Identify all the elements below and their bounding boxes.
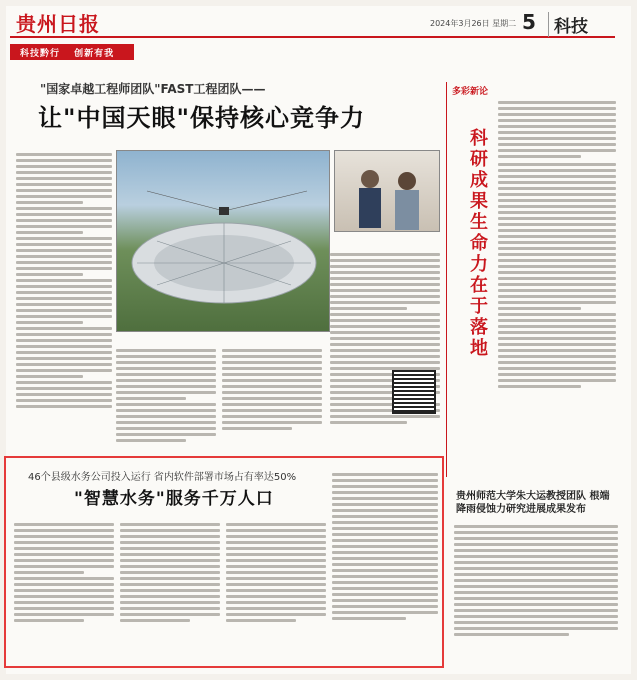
qr-code <box>392 370 436 414</box>
water-article-column-1 <box>14 520 114 625</box>
commentary-tag: 多彩新论 <box>452 87 489 97</box>
masthead <box>10 6 615 38</box>
research-news-headline: 贵州师范大学朱大运教授团队 根端降雨侵蚀力研究进展成果发布 <box>456 491 610 515</box>
kicker-item: 科技黔行 <box>20 49 61 59</box>
commentary-body-text <box>498 160 616 391</box>
engineers-photo <box>334 150 440 232</box>
lead-text-column-1 <box>16 150 112 411</box>
water-article-column-2 <box>120 520 220 625</box>
water-article-column-3 <box>226 520 326 625</box>
lead-text-column-3 <box>222 346 322 433</box>
commentary-intro-text <box>498 98 616 161</box>
lead-headline: 让"中国天眼"保持核心竞争力 <box>38 104 366 132</box>
engineers-illustration <box>335 151 440 232</box>
page-number: 5 <box>522 10 536 34</box>
kicker-item: 创新有我 <box>74 49 115 59</box>
fast-telescope-photo <box>116 150 330 332</box>
water-article-subheading: 46个县级水务公司投入运行 省内软件部署市场占有率达50% <box>28 472 297 483</box>
telescope-dish-illustration <box>117 151 330 332</box>
kicker-bar <box>10 44 134 60</box>
commentary-title: 科研成果生命力在于落地 <box>467 128 488 359</box>
newspaper-logo: 贵州日报 <box>16 12 100 36</box>
lead-subheading: "国家卓越工程师团队"FAST工程团队—— <box>40 82 266 96</box>
lead-text-column-2 <box>116 346 216 445</box>
water-article-column-4 <box>332 470 438 623</box>
research-news-text <box>454 522 618 639</box>
section-name: 科技 <box>548 12 588 37</box>
water-article-headline: "智慧水务"服务千万人口 <box>74 489 274 509</box>
issue-date: 2024年3月26日 星期二 <box>430 19 517 28</box>
